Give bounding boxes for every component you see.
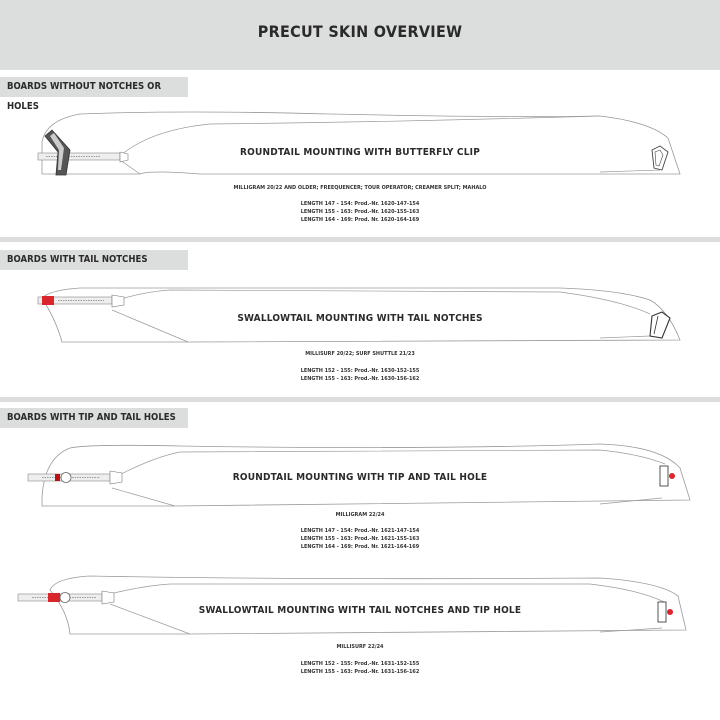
length-row: LENGTH 164 - 169: Prod. Nr. 1621-164-169 (300, 544, 420, 550)
board-swallowtail-notches (0, 280, 720, 390)
board-roundtail-butterfly (0, 100, 720, 230)
length-row: LENGTH 155 - 163: Prod.-Nr. 1631-156-162 (300, 669, 420, 675)
page-header (0, 0, 720, 70)
section-label-tail-notches: BOARDS WITH TAIL NOTCHES (0, 250, 188, 270)
length-row: LENGTH 155 - 163: Prod.-Nr. 1620-155-163 (300, 209, 420, 215)
length-list (0, 367, 720, 383)
board-roundtail-holes (0, 438, 720, 558)
length-list (0, 660, 720, 676)
board-title: SWALLOWTAIL MOUNTING WITH TAIL NOTCHES (237, 313, 483, 324)
length-list (0, 200, 720, 224)
length-row: LENGTH 164 - 169: Prod. Nr. 1620-164-169 (300, 217, 420, 223)
page-title: PRECUT SKIN OVERVIEW (257, 22, 463, 41)
tail-notch-clip-icon (48, 593, 60, 602)
tail-notch-clip-icon (42, 296, 54, 305)
section-divider (0, 397, 720, 402)
board-swallowtail-notches-tip-hole (0, 572, 720, 682)
compatible-models: MILLISURF 22/24 (336, 644, 384, 650)
section-divider (0, 237, 720, 242)
section-label-no-notches: BOARDS WITHOUT NOTCHES OR HOLES (0, 77, 188, 97)
length-list (0, 527, 720, 551)
compatible-models: MILLIGRAM 22/24 (335, 512, 385, 518)
board-title: SWALLOWTAIL MOUNTING WITH TAIL NOTCHES AND TIP HOLE (198, 605, 522, 616)
length-row: LENGTH 152 - 155: Prod.-Nr. 1630-152-155 (300, 368, 420, 374)
board-title: ROUNDTAIL MOUNTING WITH TIP AND TAIL HOLE (232, 472, 488, 483)
length-row: LENGTH 147 - 154: Prod.-Nr. 1620-147-154 (300, 201, 420, 207)
length-row: LENGTH 155 - 163: Prod.-Nr. 1621-155-163 (300, 536, 420, 542)
board-title: ROUNDTAIL MOUNTING WITH BUTTERFLY CLIP (239, 147, 481, 158)
compatible-models: MILLIGRAM 20/22 AND OLDER; FREEQUENCER; TOUR OPERATOR; CREAMER SPLIT; MAHALO (233, 185, 487, 191)
length-row: LENGTH 155 - 163: Prod.-Nr. 1630-156-162 (300, 376, 420, 382)
length-row: LENGTH 147 - 154: Prod.-Nr. 1621-147-154 (300, 528, 420, 534)
length-row: LENGTH 152 - 155: Prod.-Nr. 1631-152-155 (300, 661, 420, 667)
section-label-tip-tail-holes: BOARDS WITH TIP AND TAIL HOLES (0, 408, 188, 428)
skin-outline-diagram (0, 100, 720, 180)
compatible-models: MILLISURF 20/22; SURF SHUTTLE 21/23 (305, 351, 415, 357)
